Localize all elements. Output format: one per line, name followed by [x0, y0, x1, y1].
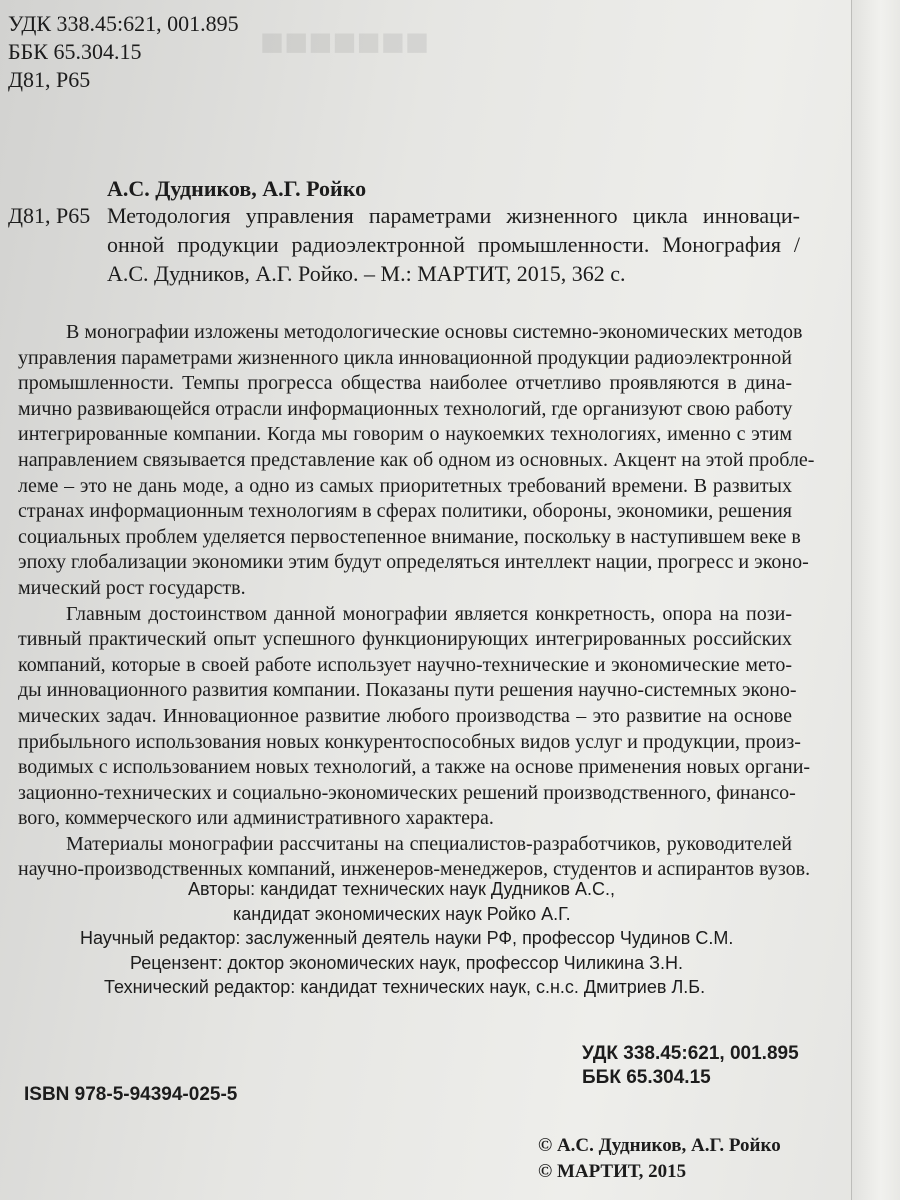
- biblio-line: Методология управления параметрами жизненного цикла инноваци-: [107, 203, 800, 228]
- abstract-paragraph-1: [18, 320, 815, 602]
- bibliographic-record: [8, 201, 800, 288]
- text-line: Главным достоинством данной монографии является конкретность, опора на пози-: [66, 602, 792, 625]
- text-line: компаний, которые в своей работе использует научно-технические и экономические мето-: [18, 653, 792, 676]
- copyright-block: [538, 1133, 781, 1185]
- text-line: В монографии изложены методологические основы системно-экономических методов: [66, 321, 803, 343]
- text-line: социальных проблем уделяется первостепенное внимание, поскольку в наступившем веке в: [18, 525, 801, 548]
- abstract: [18, 320, 815, 883]
- page-edge: [851, 0, 900, 1200]
- classification-codes-top: [8, 10, 239, 94]
- text-line: промышленности. Темпы прогресса общества наиболее отчетливо проявляются в дина-: [18, 372, 792, 395]
- credit-scientific-editor: Научный редактор: заслуженный деятель науки РФ, профессор Чудинов С.М.: [80, 928, 734, 948]
- text-line: Материалы монографии рассчитаны на специалистов-разработчиков, руководителей: [66, 832, 792, 855]
- text-line: зационно-технических и социально-экономических решений производственного, финансо-: [18, 781, 796, 804]
- credit-authors: Авторы: кандидат технических наук Дудников А.С.,: [188, 879, 616, 899]
- author-mark: Д81, Р65: [8, 67, 91, 92]
- text-line: эпоху глобализации экономики этим будут определяться интеллект нации, прогресс и эконо-: [18, 551, 809, 574]
- text-line: мический рост государств.: [18, 576, 246, 599]
- text-line: водимых с использованием новых технологий, а также на основе применения новых органи-: [18, 756, 811, 779]
- text-line: тивный практический опыт успешного функционирующих интегрированных российских: [18, 628, 792, 651]
- bbk-code: ББК 65.304.15: [8, 39, 142, 64]
- udk-code: УДК 338.45:621, 001.895: [582, 1043, 799, 1064]
- udk-code: УДК 338.45:621, 001.895: [8, 11, 239, 36]
- text-line: мично развивающейся отрасли информационных технологий, где организуют свою работу: [18, 397, 793, 420]
- biblio-line: онной продукции радиоэлектронной промышленности. Монография /: [107, 232, 800, 257]
- abstract-paragraph-3: [18, 832, 811, 883]
- credits-block: [0, 877, 810, 1000]
- text-line: леме – это не дань моде, а одно из самых приоритетных требований времени. В развитых: [18, 474, 792, 497]
- text-line: прибыльного использования новых конкурентоспособных видов услуг и продукции, произ-: [18, 730, 801, 753]
- credit-reviewer: Рецензент: доктор экономических наук, профессор Чиликина З.Н.: [130, 952, 683, 973]
- copyright-publisher: © МАРТИТ, 2015: [538, 1161, 687, 1182]
- text-line: направлением связывается представление как об одном из основных. Акцент на этой пробле-: [18, 448, 815, 471]
- text-line: странах информационным технологиям в сферах политики, обороны, экономики, решения: [18, 500, 792, 523]
- text-line: вого, коммерческого или административного характера.: [18, 807, 494, 830]
- text-line: научно-производственных компаний, инженеров-менеджеров, студентов и аспирантов вузов.: [18, 858, 811, 881]
- biblio-line: А.С. Дудников, А.Г. Ройко. – М.: МАРТИТ, 2015, 362 с.: [107, 261, 626, 286]
- credit-technical-editor: Технический редактор: кандидат технических наук, с.н.с. Дмитриев Л.Б.: [104, 977, 706, 997]
- authors-heading: А.С. Дудников, А.Г. Ройко: [107, 176, 367, 201]
- abstract-paragraph-2: [18, 602, 811, 832]
- biblio-author-mark: Д81, Р65: [8, 203, 91, 228]
- bbk-code: ББК 65.304.15: [582, 1067, 711, 1088]
- copyright-authors: © А.С. Дудников, А.Г. Ройко: [538, 1135, 781, 1156]
- isbn: ISBN 978-5-94394-025-5: [24, 1084, 238, 1105]
- text-line: интегрированные компании. Когда мы говорим о наукоемких технологиях, именно с этим: [18, 423, 792, 446]
- bleed-through-decoration: ■■■■■■■: [260, 19, 430, 64]
- text-line: мических задач. Инновационное развитие любого производства – это развитие на основе: [18, 704, 792, 727]
- text-line: ды инновационного развития компании. Показаны пути решения научно-системных эконо-: [18, 679, 797, 702]
- classification-codes-bottom: [582, 1042, 799, 1090]
- text-line: управления параметрами жизненного цикла инновационной продукции радиоэлектронной: [18, 346, 792, 369]
- credit-authors-cont: кандидат экономических наук Ройко А.Г.: [233, 903, 571, 924]
